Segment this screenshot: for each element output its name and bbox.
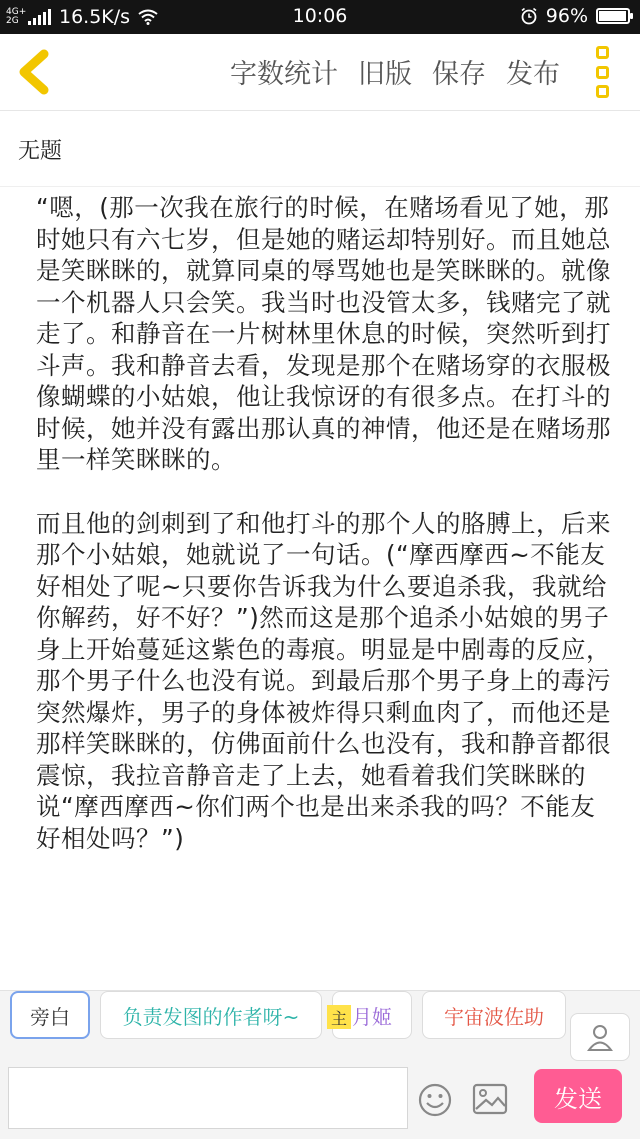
image-icon[interactable] (472, 1083, 508, 1115)
role-label: 月姬 (352, 1004, 392, 1029)
title-divider (0, 186, 640, 187)
battery-percent: 96% (545, 5, 588, 27)
paragraph: 而且他的剑刺到了和他打斗的那个人的胳膊上，后来那个小姑娘，她就说了一句话。(“摩西摩西~不能友好相处了呢~只要你告诉我为什么要追杀我，我就给你解药，好不好？”)然而这是那个追杀小姑娘的男子身上开始蔓延这紫色的毒痕。明显是中剧毒的反应，那个男子什么也没有说。到最后那个男子身上的毒污突然爆炸，男子的身体被炸得只剩血肉了，而他还是那样笑眯眯的，仿佛面前什么也没有，我和静音都很震惊，我拉音静音走了上去，她看着我们笑眯眯的说“摩西摩西~你们两个也是出来杀我的吗？不能友好相处吗？”) (36, 508, 611, 853)
emoji-icon[interactable] (418, 1083, 452, 1117)
paragraph: “嗯，(那一次我在旅行的时候，在赌场看见了她，那时她只有六七岁，但是她的赌运却特别好。而且她总是笑眯眯的，就算同桌的辱骂她也是笑眯眯的。就像一个机器人只会笑。我当时也没管太多，钱赌完了就走了。和静音在一片树林里休息的时候，突然听到打斗声。我和静音去看，发现是那个在赌场穿的衣服极像蝴蝶的小姑娘，他让我惊讶的有很多点。在打斗的时候，她并没有露出那认真的神情，他还是在赌场那里一样笑眯眯的。 (36, 193, 611, 474)
role-label: 宇宙波佐助 (444, 1004, 544, 1029)
role-author[interactable] (100, 991, 322, 1039)
document-body[interactable] (36, 192, 616, 854)
publish-button[interactable]: 发布 (506, 59, 560, 90)
more-vertical-icon[interactable] (596, 46, 616, 98)
toolbar-actions (230, 52, 560, 91)
role-label: 旁白 (30, 1004, 70, 1029)
role-sasuke[interactable] (422, 991, 566, 1039)
chevron-left-icon[interactable] (14, 48, 54, 96)
document-title[interactable]: 无题 (18, 139, 63, 164)
user-icon[interactable] (570, 1013, 630, 1061)
clock: 10:06 (292, 5, 348, 27)
composer-area (0, 990, 640, 1139)
role-label: 负责发图的作者呀~ (122, 1004, 300, 1029)
battery-fill (599, 11, 626, 21)
network-badge: 4G+ 2G (6, 7, 27, 26)
network-speed: 16.5K/s (59, 6, 131, 28)
battery-icon (596, 8, 630, 24)
status-right (520, 5, 630, 27)
editor-toolbar (0, 34, 640, 111)
save-button[interactable]: 保存 (432, 59, 486, 90)
send-button[interactable]: 发送 (534, 1069, 622, 1123)
main-role-badge: 主 (327, 1005, 351, 1029)
status-bar (0, 0, 640, 34)
word-count-button[interactable]: 字数统计 (230, 59, 338, 90)
alarm-icon (520, 7, 538, 25)
old-version-button[interactable]: 旧版 (358, 59, 412, 90)
message-input[interactable] (8, 1067, 408, 1129)
role-narrator[interactable] (10, 991, 90, 1039)
